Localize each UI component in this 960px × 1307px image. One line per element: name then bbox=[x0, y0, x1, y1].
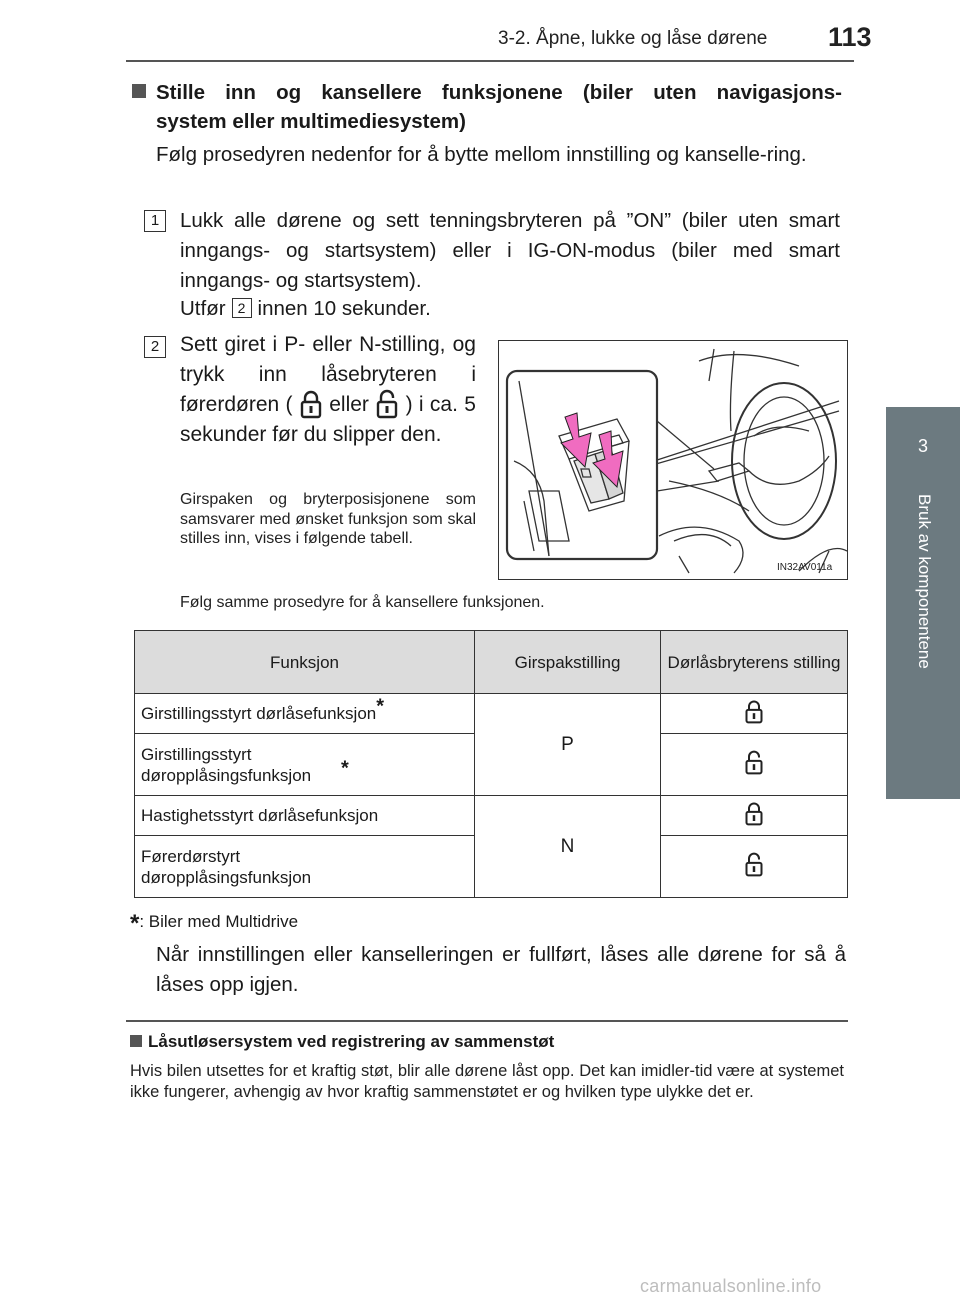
col-header-gear: Girspakstilling bbox=[475, 631, 661, 694]
step-1-text: Lukk alle dørene og sett tenningsbryteren på ”ON” (biler uten smart inngangs- og startsystem) eller i IG-ON-modus (biler med smart inngangs- og startsystem). bbox=[180, 209, 840, 292]
function-name: Førerdørstyrt døropplåsingsfunksjon bbox=[141, 846, 312, 887]
function-name: Hastighetsstyrt dørlåsefunksjon bbox=[141, 806, 379, 825]
completion-paragraph: Når innstillingen eller kanselleringen er fullført, låses alle dørene for så å låses opp igjen. bbox=[156, 943, 846, 996]
table-header-row bbox=[135, 631, 848, 694]
padlock-locked-icon bbox=[299, 389, 323, 419]
footnote-star: * bbox=[341, 756, 349, 779]
step-1-number: 1 bbox=[144, 210, 166, 232]
heading-line-1: Stille inn og kansellere funksjonene (biler uten navigasjons- bbox=[156, 81, 842, 104]
square-bullet-icon bbox=[132, 84, 146, 98]
footnote-star: * bbox=[376, 695, 385, 718]
illustration-drawing bbox=[499, 341, 847, 579]
function-name: Girstillingsstyrt dørlåsefunksjon bbox=[141, 704, 377, 723]
heading-line-2: system eller multimediesystem) bbox=[156, 110, 466, 133]
door-switch-illustration bbox=[498, 340, 848, 580]
step-2-text-a: Sett giret i P- eller N-stilling, og trykk inn låsebryteren i førerdøren ( bbox=[180, 333, 476, 416]
lock-cell bbox=[661, 796, 848, 836]
padlock-locked-icon bbox=[744, 800, 764, 827]
footnote-text: : Biler med Multidrive bbox=[139, 912, 299, 931]
chapter-number: 3 bbox=[917, 436, 928, 456]
col-header-lock-position bbox=[661, 631, 848, 694]
padlock-locked-icon bbox=[744, 698, 764, 725]
footnote bbox=[130, 910, 298, 938]
table-row bbox=[135, 796, 848, 836]
step-2-or: eller bbox=[329, 393, 369, 416]
gear-cell-p: P bbox=[475, 694, 661, 796]
header-divider bbox=[126, 60, 854, 62]
col-header-lock-text: Dørlåsbryterens stilling bbox=[667, 652, 841, 672]
lock-cell bbox=[661, 694, 848, 734]
function-table bbox=[134, 630, 848, 898]
subsection-title: Låsutløsersystem ved registrering av sammenstøt bbox=[148, 1032, 555, 1051]
lock-cell bbox=[661, 836, 848, 898]
subsection-heading bbox=[130, 1032, 554, 1052]
step-2-text-b: ) i ca. 5 sekunder før du slipper den. bbox=[180, 393, 476, 446]
page-number: 113 bbox=[828, 22, 872, 52]
gear-cell-n: N bbox=[475, 796, 661, 898]
intro-paragraph: Følg prosedyren nedenfor for å bytte mellom innstilling og kanselle-ring. bbox=[156, 143, 807, 166]
step-ref-2: 2 bbox=[232, 298, 252, 318]
table-row bbox=[135, 694, 848, 734]
step-2-number: 2 bbox=[144, 336, 166, 358]
step-2-note: Girspaken og bryterposisjonene som samsvarer med ønsket funksjon som skal stilles inn, vises i følgende tabell. bbox=[180, 491, 476, 547]
function-cell bbox=[135, 836, 475, 898]
step-1-deadline bbox=[180, 294, 840, 324]
square-bullet-icon bbox=[130, 1035, 142, 1047]
function-cell bbox=[135, 694, 475, 734]
chapter-label-box bbox=[908, 494, 938, 794]
chapter-label: Bruk av komponentene bbox=[915, 494, 934, 669]
watermark: carmanualsonline.info bbox=[640, 1276, 822, 1296]
section-divider bbox=[126, 1020, 848, 1022]
figure-code: IN32AV011a bbox=[777, 562, 833, 573]
function-cell bbox=[135, 796, 475, 836]
section-title: 3-2. Åpne, lukke og låse dørene bbox=[498, 28, 768, 49]
deadline-prefix: Utfør bbox=[180, 297, 226, 320]
function-name: Girstillingsstyrt døropplåsingsfunksjon bbox=[141, 744, 312, 785]
section-heading bbox=[132, 78, 842, 136]
lock-cell bbox=[661, 734, 848, 796]
subsection-text: Hvis bilen utsettes for et kraftig støt, blir alle dørene låst opp. Det kan imidler-tid være at systemet ikke fungerer, avhengig av hvor kraftig sammenstøtet er og hvilken type ulykke det er. bbox=[130, 1062, 844, 1101]
padlock-unlocked-icon bbox=[375, 389, 399, 419]
step-2-text bbox=[180, 330, 476, 449]
col-header-function: Funksjon bbox=[135, 631, 475, 694]
padlock-unlocked-icon bbox=[744, 851, 764, 878]
function-cell bbox=[135, 734, 475, 796]
deadline-suffix: innen 10 sekunder. bbox=[257, 297, 431, 320]
footnote-star: * bbox=[130, 910, 140, 937]
cancel-note: Følg samme prosedyre for å kansellere funksjonen. bbox=[180, 594, 545, 611]
padlock-unlocked-icon bbox=[744, 749, 764, 776]
